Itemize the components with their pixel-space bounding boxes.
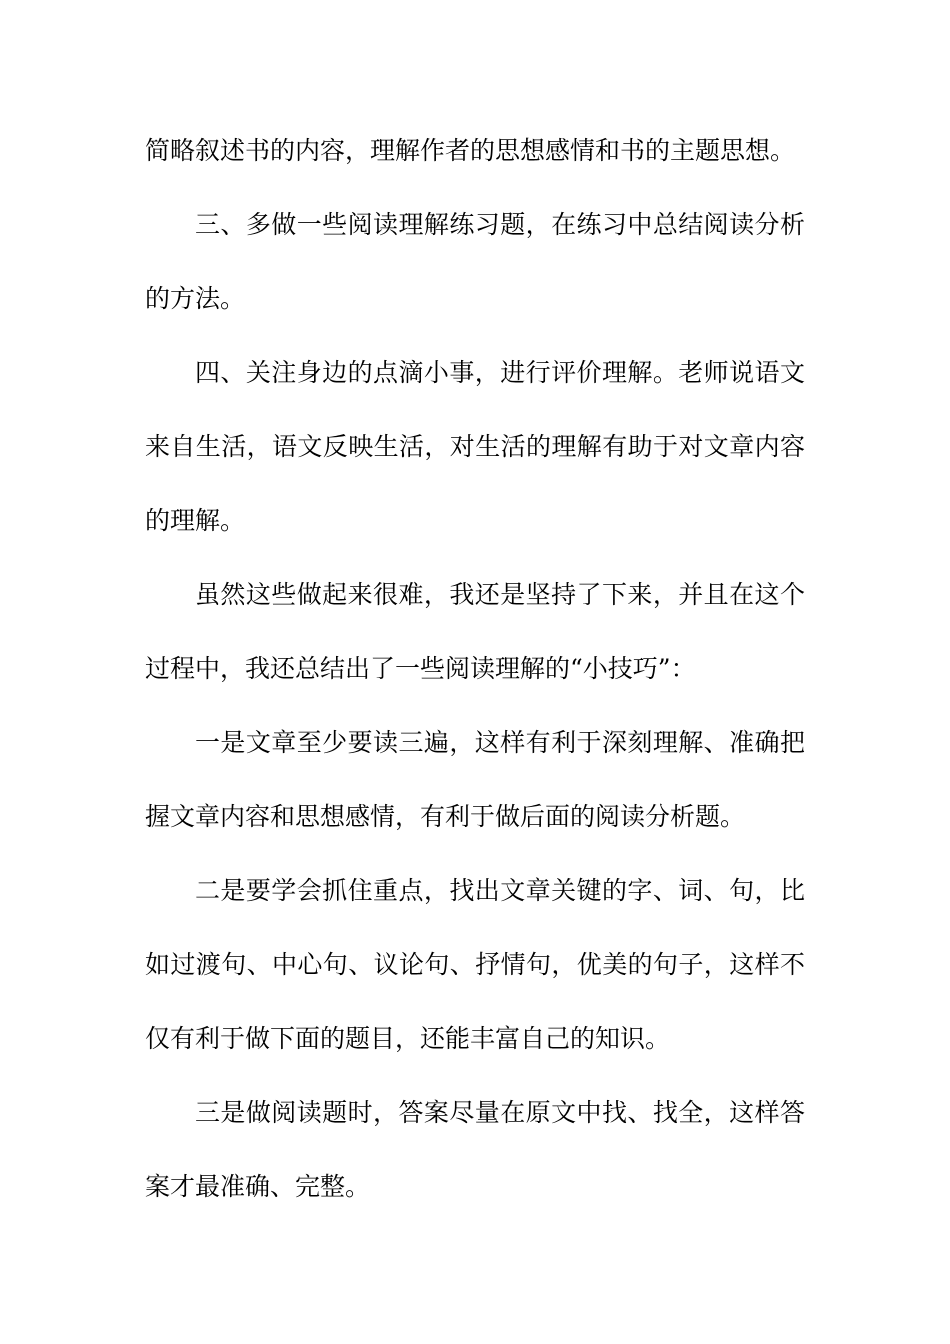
paragraph-6: 二是要学会抓住重点，找出文章关键的字、词、句，比如过渡句、中心句、议论句、抒情句，优美的句子，这样不仅有利于做下面的题目，还能丰富自己的知识。 bbox=[145, 876, 805, 1053]
paragraph-4: 虽然这些做起来很难，我还是坚持了下来，并且在这个过程中，我还总结出了一些阅读理解的“小技巧”： bbox=[145, 580, 805, 683]
paragraph-3: 四、关注身边的点滴小事，进行评价理解。老师说语文来自生活，语文反映生活，对生活的理解有助于对文章内容的理解。 bbox=[145, 358, 805, 535]
paragraph-5: 一是文章至少要读三遍，这样有利于深刻理解、准确把握文章内容和思想感情，有利于做后面的阅读分析题。 bbox=[145, 728, 805, 831]
paragraph-2: 三、多做一些阅读理解练习题，在练习中总结阅读分析的方法。 bbox=[145, 210, 805, 313]
paragraph-1: 简略叙述书的内容，理解作者的思想感情和书的主题思想。 bbox=[145, 136, 796, 165]
document-body bbox=[145, 0, 805, 1224]
paragraph-7: 三是做阅读题时，答案尽量在原文中找、找全，这样答案才最准确、完整。 bbox=[145, 1098, 805, 1201]
